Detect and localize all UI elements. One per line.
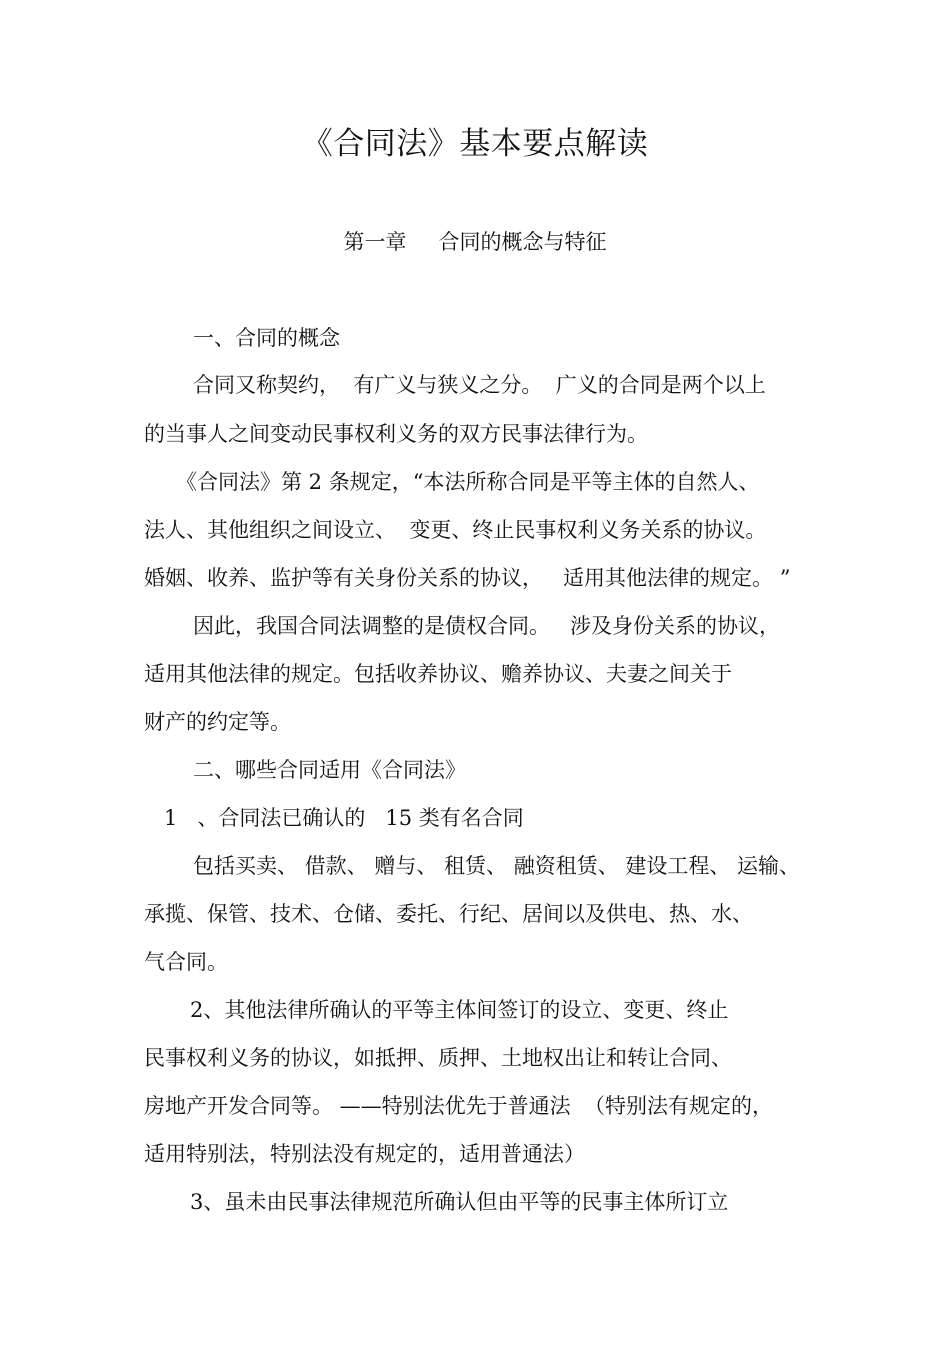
body-text-line: 的当事人之间变动民事权利义务的双方民事法律行为。 [144,422,648,446]
body-text-line: 财产的约定等。 [144,710,291,734]
body-text-line: 承揽、保管、技术、仓储、委托、行纪、居间以及供电、热、水、 [144,902,753,926]
body-text-line: 适用其他法律的规定。包括收养协议、赡养协议、夫妻之间关于 [144,662,732,686]
list-item-heading: 1 、合同法已确认的 15 类有名合同 [164,806,524,830]
chapter-name: 合同的概念与特征 [438,230,607,254]
body-text-line: 因此，我国合同法调整的是债权合同。 涉及身份关系的协议， [193,614,781,638]
body-text-line: 民事权利义务的协议，如抵押、质押、土地权出让和转让合同、 [144,1046,732,1070]
list-item-heading: 3、虽未由民事法律规范所确认但由平等的民事主体所订立 [190,1190,729,1214]
body-text-line: 《合同法》第 2 条规定，“本法所称合同是平等主体的自然人、 [176,470,760,494]
document-title: 《合同法》基本要点解读 [301,126,649,162]
section-heading-applicable: 二、哪些合同适用《合同法》 [193,758,466,782]
body-text-line: 婚姻、收养、监护等有关身份关系的协议， 适用其他法律的规定。 ” [144,566,791,590]
body-text-line: 适用特别法，特别法没有规定的，适用普通法） [144,1142,585,1166]
section-heading-concept: 一、合同的概念 [193,326,340,350]
body-text-line: 合同又称契约， 有广义与狭义之分。 广义的合同是两个以上 [193,373,766,397]
chapter-number: 第一章 [343,230,407,254]
body-text-line: 气合同。 [144,950,228,974]
body-text-line: 法人、其他组织之间设立、 变更、终止民事权利义务关系的协议。 [144,518,767,542]
chapter-heading [0,226,950,258]
body-text-line: 房地产开发合同等。 ——特别法优先于普通法 （特别法有规定的， [144,1094,774,1118]
list-item-heading: 2、其他法律所确认的平等主体间签订的设立、变更、终止 [190,998,729,1022]
body-text-line: 包括买卖、 借款、 赠与、 租赁、 融资租赁、 建设工程、 运输、 [193,854,801,878]
